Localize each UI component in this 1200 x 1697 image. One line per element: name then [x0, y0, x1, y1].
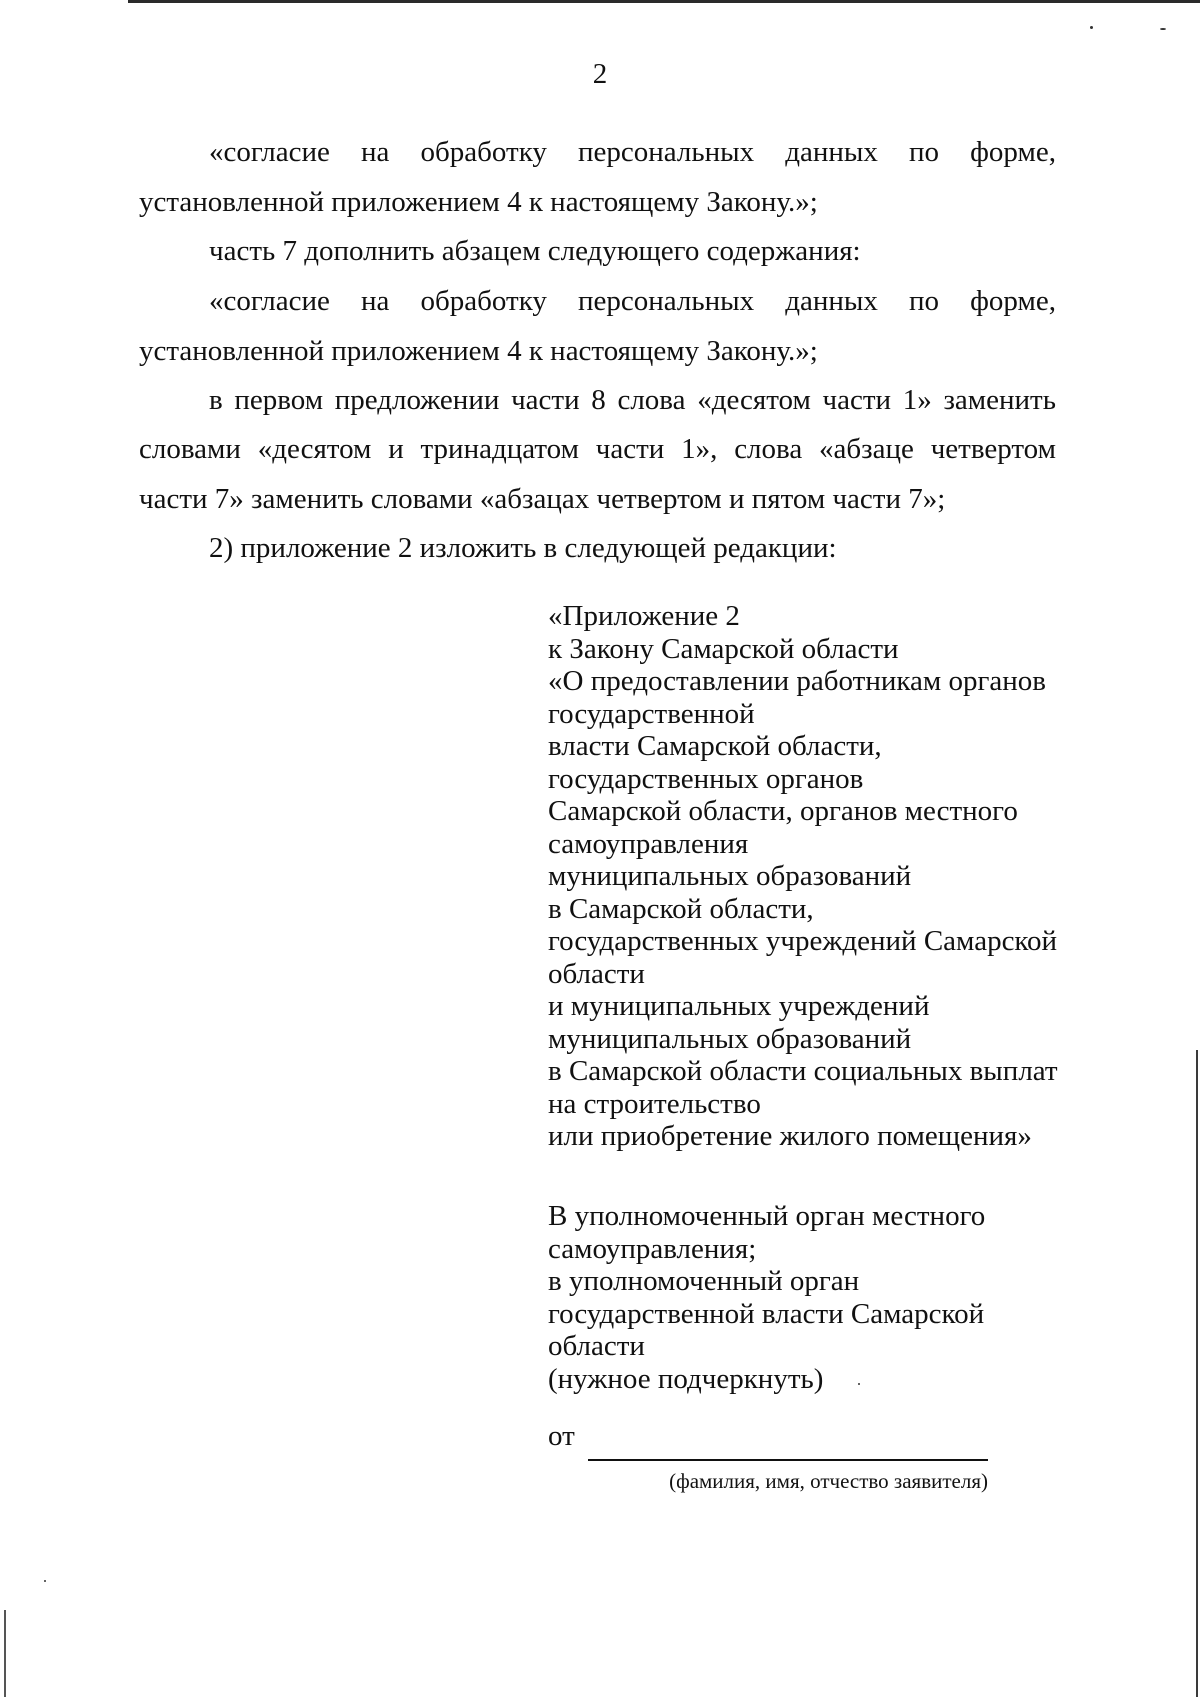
- scan-top-rule: [128, 0, 1200, 3]
- word: тринадцатом: [420, 433, 579, 465]
- word: словами: [139, 433, 241, 465]
- word: обработку: [420, 136, 547, 168]
- appendix-line: и муниципальных учреждений: [548, 990, 930, 1022]
- appendix-line: государственных органов: [548, 762, 864, 795]
- word: персональных: [578, 285, 755, 317]
- from-label: от: [548, 1420, 575, 1452]
- word: предложении: [334, 384, 500, 416]
- addressee-line: области: [548, 1330, 645, 1362]
- appendix-line: «О предоставлении работникам органов: [548, 665, 1046, 697]
- appendix-line: в Самарской области социальных выплат: [548, 1055, 1058, 1087]
- addressee-line: самоуправления;: [548, 1232, 757, 1265]
- word: «согласие: [209, 136, 330, 168]
- word: 1»: [902, 384, 932, 416]
- appendix-line: муниципальных образований: [548, 860, 912, 892]
- addressee-line: (нужное подчеркнуть): [548, 1362, 824, 1395]
- word: четвертом: [930, 433, 1056, 465]
- addressee-block: [548, 1200, 1068, 1395]
- word: 1»,: [681, 433, 718, 465]
- word: форме,: [970, 136, 1056, 168]
- word: 8: [591, 384, 606, 416]
- scan-speck: [1160, 28, 1166, 30]
- word: «десятом: [257, 433, 372, 465]
- word: персональных: [578, 136, 755, 168]
- addressee-line: государственной власти Самарской: [548, 1297, 985, 1330]
- scan-speck: [44, 1580, 46, 1582]
- word: части: [822, 384, 892, 416]
- word: «абзаце: [819, 433, 914, 465]
- word: на: [361, 136, 390, 168]
- paragraph-4-line-2: [139, 431, 1056, 467]
- scan-left-edge: [4, 1610, 6, 1697]
- appendix-header: [548, 600, 1068, 1153]
- paragraph-1-line-2: установленной приложением 4 к настоящему Закону.»;: [139, 186, 818, 218]
- appendix-line: Самарской области, органов местного: [548, 795, 1018, 827]
- paragraph-1-line-1: [209, 134, 1056, 170]
- word: данных: [785, 136, 878, 168]
- word: в: [209, 384, 223, 416]
- appendix-line: в Самарской области,: [548, 892, 814, 925]
- paragraph-3-line-2: установленной приложением 4 к настоящему Закону.»;: [139, 335, 818, 367]
- from-caption: (фамилия, имя, отчество заявителя): [669, 1469, 988, 1493]
- word: слова: [617, 384, 686, 416]
- word: слова: [734, 433, 803, 465]
- word: по: [909, 136, 940, 168]
- word: части: [511, 384, 580, 416]
- word: «согласие: [209, 285, 330, 317]
- appendix-line: власти Самарской области,: [548, 730, 882, 762]
- from-fill-line: [588, 1459, 988, 1461]
- appendix-line: муниципальных образований: [548, 1022, 912, 1055]
- word: части: [595, 433, 665, 465]
- paragraph-4-line-1: [209, 382, 1056, 418]
- from-field: [548, 1418, 988, 1458]
- appendix-line: «Приложение 2: [548, 600, 740, 632]
- addressee-line: В уполномоченный орган местного: [548, 1200, 986, 1232]
- paragraph-3-line-1: [209, 283, 1056, 319]
- appendix-line: области: [548, 957, 645, 990]
- word: заменить: [943, 384, 1056, 416]
- scan-speck: [1090, 26, 1093, 29]
- addressee-line: в уполномоченный орган: [548, 1265, 860, 1297]
- appendix-line: или приобретение жилого помещения»: [548, 1120, 1032, 1152]
- appendix-line: к Закону Самарской области: [548, 632, 899, 665]
- word: данных: [785, 285, 878, 317]
- word: первом: [234, 384, 324, 416]
- appendix-line: государственных учреждений Самарской: [548, 925, 1058, 957]
- appendix-line: на строительство: [548, 1087, 761, 1120]
- word: по: [909, 285, 940, 317]
- page-number: 2: [592, 58, 608, 90]
- scan-right-edge: [1196, 1050, 1198, 1697]
- word: и: [388, 433, 404, 465]
- word: форме,: [970, 285, 1056, 317]
- word: на: [361, 285, 390, 317]
- appendix-line: государственной: [548, 697, 755, 730]
- paragraph-5: 2) приложение 2 изложить в следующей редакции:: [209, 532, 837, 564]
- word: обработку: [420, 285, 547, 317]
- word: «десятом: [697, 384, 811, 416]
- appendix-line: самоуправления: [548, 827, 749, 860]
- paragraph-4-line-3: части 7» заменить словами «абзацах четвертом и пятом части 7»;: [139, 483, 946, 515]
- paragraph-2: часть 7 дополнить абзацем следующего содержания:: [209, 235, 861, 267]
